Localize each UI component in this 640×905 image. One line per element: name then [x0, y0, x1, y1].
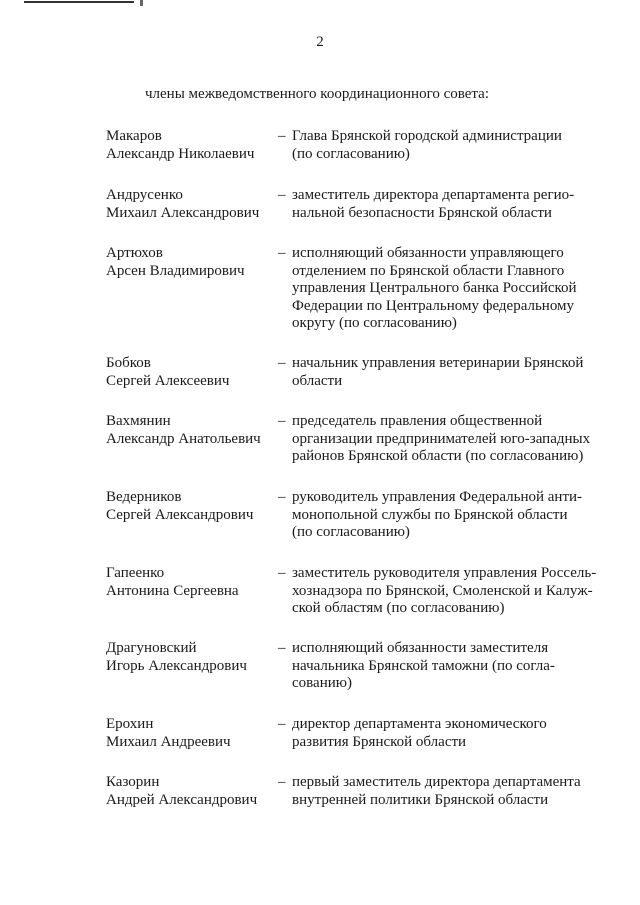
member-name: Казорин Андрей Александрович [106, 774, 258, 808]
member-role: первый заместитель директора департамента внутренней политики Брянской области [292, 774, 581, 808]
member-role: председатель правления общественной организации предпринимателей юго-западных районов Брянской области (по согласованию) [292, 413, 591, 464]
member-name: Драгуновский Игорь Александрович [106, 640, 247, 674]
dash: – [278, 128, 286, 144]
member-name: Бобков Сергей Алексеевич [106, 355, 230, 389]
dash: – [278, 565, 286, 581]
member-name: Макаров Александр Николаевич [106, 128, 255, 162]
member-role: руководитель управления Федеральной анти- монопольной службы по Брянской области (по согласованию) [292, 489, 583, 540]
page-number: 2 [316, 34, 324, 50]
dash: – [278, 489, 286, 505]
member-role: заместитель директора департамента регио- нальной безопасности Брянской области [292, 187, 575, 221]
member-name: Вахмянин Александр Анатольевич [106, 413, 261, 447]
member-role: начальник управления ветеринарии Брянской области [292, 355, 584, 389]
member-role: исполняющий обязанности заместителя начальника Брянской таможни (по согла- сованию) [292, 640, 555, 691]
member-role: Глава Брянской городской администрации (по согласованию) [292, 128, 562, 162]
member-name: Андрусенко Михаил Александрович [106, 187, 260, 221]
dash: – [278, 187, 286, 203]
member-name: Ведерников Сергей Александрович [106, 489, 254, 523]
dash: – [278, 355, 286, 371]
dash: – [278, 640, 286, 656]
dash: – [278, 413, 286, 429]
member-name: Ерохин Михаил Андреевич [106, 716, 231, 750]
dash: – [278, 245, 286, 261]
member-name: Гапеенко Антонина Сергеевна [106, 565, 239, 599]
member-role: исполняющий обязанности управляющего отделением по Брянской области Главного управления Центрального банка Российской Федерации по Центральному федеральному округу (по согласованию) [292, 245, 577, 331]
member-role: заместитель руководителя управления Россель- хознадзора по Брянской, Смоленской и Калуж- ской областям (по согласованию) [292, 565, 597, 616]
member-role: директор департамента экономического развития Брянской области [292, 716, 547, 750]
top-mark [140, 0, 143, 6]
top-rule [24, 1, 134, 3]
member-name: Артюхов Арсен Владимирович [106, 245, 245, 279]
dash: – [278, 716, 286, 732]
section-intro: члены межведомственного координационного совета: [145, 86, 489, 102]
dash: – [278, 774, 286, 790]
